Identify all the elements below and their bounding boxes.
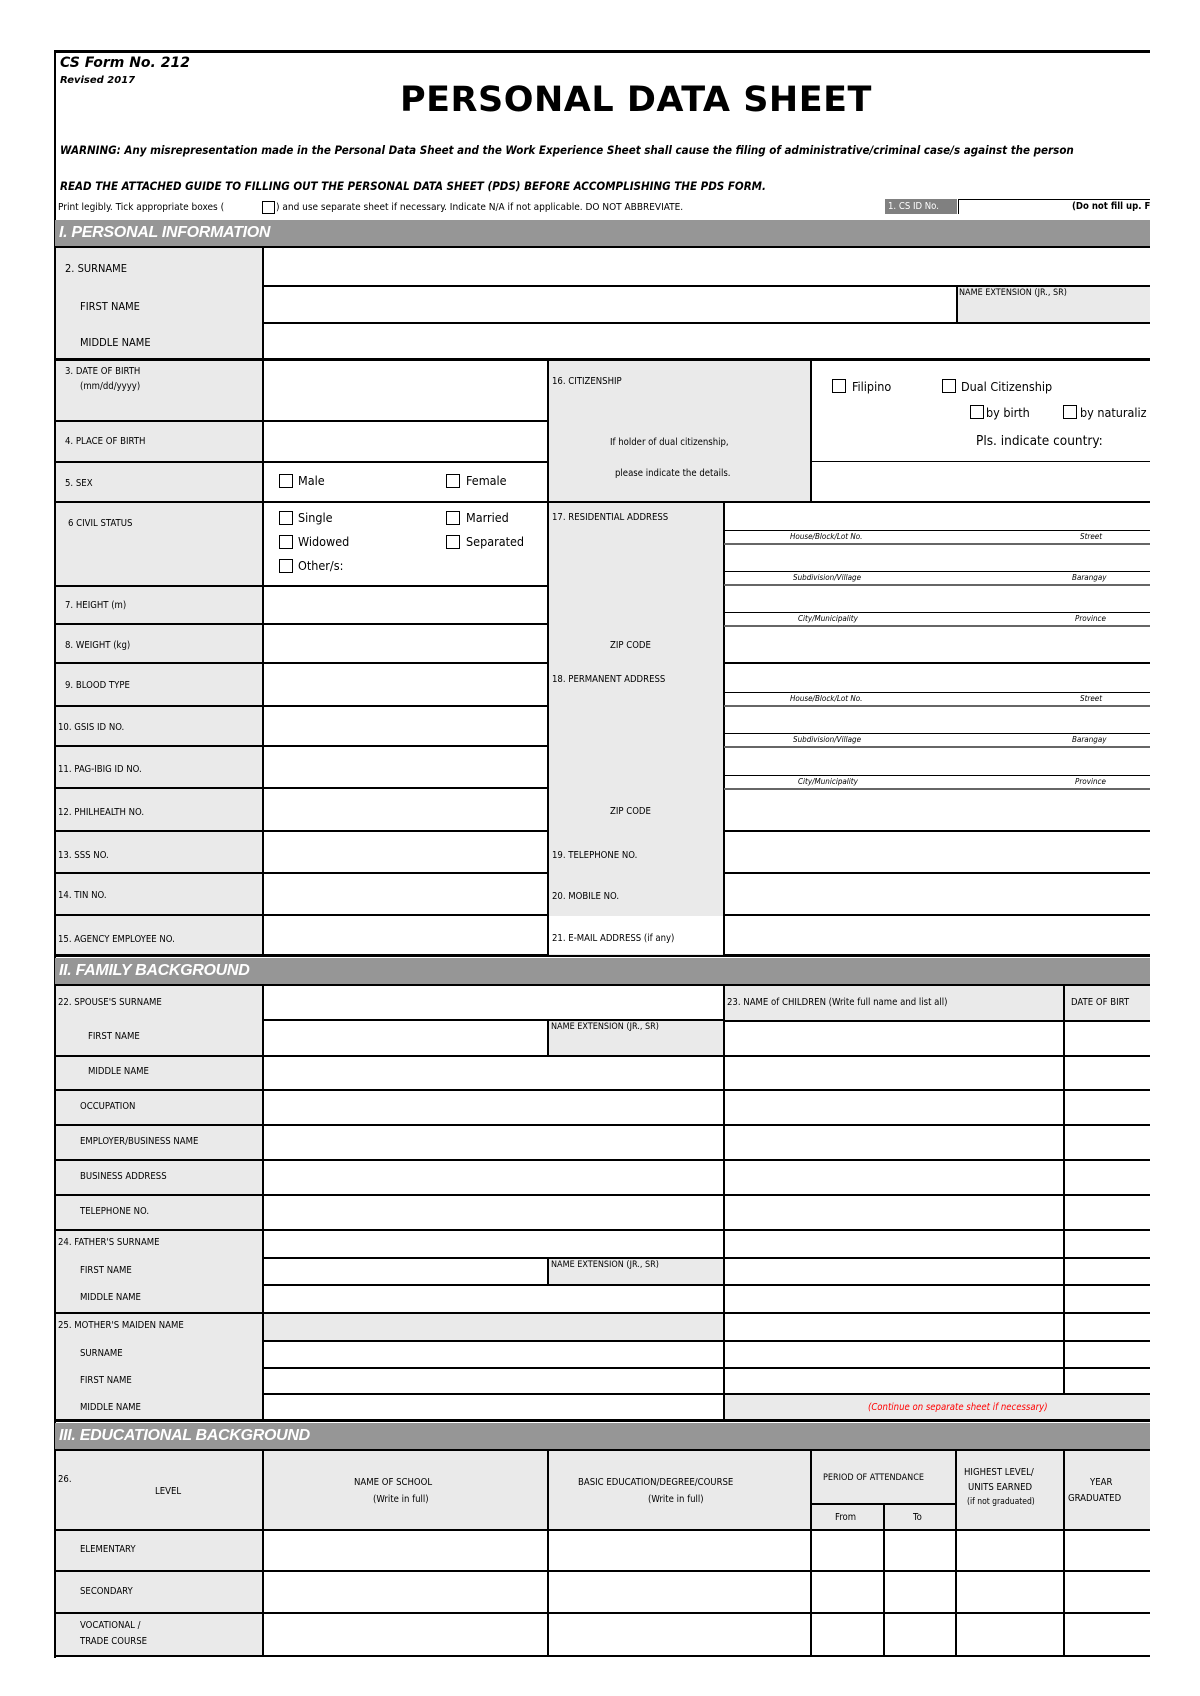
children-continue-note: (Continue on separate sheet if necessary) [868, 1402, 1048, 1413]
line [724, 530, 1150, 531]
gsis-label: 10. GSIS ID NO. [58, 722, 125, 733]
occupation-label: OCCUPATION [80, 1101, 136, 1112]
period-header: PERIOD OF ATTENDANCE [823, 1473, 924, 1483]
father-first-name-label: FIRST NAME [80, 1265, 132, 1276]
first-name-label: FIRST NAME [80, 300, 140, 313]
line [724, 733, 1150, 734]
mother-maiden-shade [264, 1314, 723, 1340]
height-label: 7. HEIGHT (m) [65, 600, 127, 611]
line [55, 1229, 1150, 1231]
line [724, 625, 1150, 627]
line [262, 1340, 1150, 1342]
res-province-caption: Province [1075, 614, 1106, 623]
line [55, 1419, 1150, 1422]
perm-zip-label: ZIP CODE [610, 806, 651, 817]
business-address-label: BUSINESS ADDRESS [80, 1171, 167, 1182]
cit-country-label: Pls. indicate country: [976, 433, 1103, 449]
section-education-band [55, 1423, 1150, 1449]
agency-employee-input[interactable] [264, 916, 547, 954]
cit-dual-label: Dual Citizenship [961, 379, 1053, 394]
sex-female-checkbox[interactable] [446, 474, 460, 488]
spouse-name-ext-label[interactable]: NAME EXTENSION (JR., SR) [551, 1022, 659, 1032]
school-subheader: (Write in full) [373, 1494, 429, 1505]
cs-married-checkbox[interactable] [446, 511, 460, 525]
weight-input[interactable] [264, 625, 547, 662]
line [55, 461, 548, 463]
mother-surname-label: SURNAME [80, 1348, 123, 1359]
period-from-header: From [835, 1512, 857, 1523]
mother-maiden-label: 25. MOTHER'S MAIDEN NAME [58, 1320, 184, 1331]
father-surname-label: 24. FATHER'S SURNAME [58, 1237, 160, 1248]
surname-input[interactable] [264, 248, 1150, 285]
cit-country-input[interactable] [812, 462, 1150, 500]
year-header: YEAR [1090, 1477, 1113, 1488]
dob-label: 3. DATE OF BIRTH [65, 366, 141, 377]
line [883, 1503, 885, 1656]
email-label: 21. E-MAIL ADDRESS (if any) [552, 933, 675, 944]
cit-by-naturalization-checkbox[interactable] [1063, 405, 1077, 419]
warning-text: WARNING: Any misrepresentation made in the Personal Data Sheet and the Work Experience Sheet shall cause the filing of administrative/criminal case/s against the person [60, 143, 1074, 157]
cs-separated-label: Separated [466, 534, 525, 549]
perm-address-label: 18. PERMANENT ADDRESS [552, 674, 666, 685]
middle-name-input[interactable] [264, 324, 1150, 358]
page-title: PERSONAL DATA SHEET [400, 80, 872, 120]
line [724, 584, 1150, 586]
gsis-input[interactable] [264, 707, 547, 745]
blood-type-label: 9. BLOOD TYPE [65, 680, 130, 691]
line [1063, 986, 1065, 1020]
sex-label: 5. SEX [65, 478, 93, 489]
res-zip-label: ZIP CODE [610, 640, 651, 651]
children-header-label: 23. NAME of CHILDREN (Write full name and list all) [727, 997, 948, 1008]
spouse-first-name-label: FIRST NAME [88, 1031, 140, 1042]
personal-label-shade [56, 361, 262, 955]
print-legibly-a: Print legibly. Tick appropriate boxes ( [58, 202, 225, 213]
pagibig-input[interactable] [264, 747, 547, 787]
cs-others-label: Other/s: [298, 558, 344, 573]
dob-input[interactable] [264, 361, 547, 420]
section-personal-title: I. PERSONAL INFORMATION [59, 224, 271, 241]
line [956, 285, 958, 323]
cit-filipino-checkbox[interactable] [832, 379, 846, 393]
weight-label: 8. WEIGHT (kg) [65, 640, 131, 651]
cs-id-label: 1. CS ID No. [888, 201, 939, 212]
cs-single-label: Single [298, 510, 333, 525]
edu-row-trade-course: TRADE COURSE [80, 1636, 148, 1647]
section-family-band [55, 958, 1150, 984]
form-number: CS Form No. 212 [60, 55, 190, 71]
tin-input[interactable] [264, 874, 547, 914]
degree-subheader: (Write in full) [648, 1494, 704, 1505]
cs-widowed-checkbox[interactable] [279, 535, 293, 549]
school-header: NAME OF SCHOOL [354, 1477, 433, 1488]
children-dob-header: DATE OF BIRT [1071, 997, 1130, 1008]
line [55, 1194, 1150, 1196]
mother-first-name-label: FIRST NAME [80, 1375, 132, 1386]
line [724, 692, 1150, 693]
line [55, 1159, 1150, 1161]
height-input[interactable] [264, 587, 547, 623]
res-address-label: 17. RESIDENTIAL ADDRESS [552, 512, 669, 523]
cs-widowed-label: Widowed [298, 534, 350, 549]
section-family-title: II. FAMILY BACKGROUND [59, 962, 250, 979]
cit-filipino-label: Filipino [852, 379, 892, 394]
perm-subdivision-caption: Subdivision/Village [793, 735, 862, 744]
line [547, 1257, 549, 1285]
line [547, 1019, 549, 1056]
line [55, 1089, 1150, 1091]
line [724, 788, 1150, 790]
line [262, 1367, 1150, 1369]
line [262, 1284, 1150, 1286]
place-of-birth-input[interactable] [264, 422, 547, 461]
first-name-input[interactable] [264, 287, 956, 322]
degree-header: BASIC EDUCATION/DEGREE/COURSE [578, 1477, 734, 1488]
line [55, 1612, 1150, 1614]
cs-single-checkbox[interactable] [279, 511, 293, 525]
line [55, 1570, 1150, 1572]
line [55, 1529, 1150, 1531]
print-legibly-b: ) and use separate sheet if necessary. Indicate N/A if not applicable. DO NOT ABBREVIATE. [276, 202, 684, 213]
line [547, 1451, 549, 1656]
father-middle-name-label: MIDDLE NAME [80, 1292, 141, 1303]
form-revised: Revised 2017 [60, 75, 136, 86]
res-barangay-caption: Barangay [1072, 573, 1107, 582]
line [55, 1055, 1150, 1057]
cs-others-checkbox[interactable] [279, 559, 293, 573]
line [724, 543, 1150, 545]
middle-name-label: MIDDLE NAME [80, 336, 151, 349]
pagibig-label: 11. PAG-IBIG ID NO. [58, 764, 142, 775]
perm-province-caption: Province [1075, 777, 1106, 786]
line [723, 986, 725, 1419]
line [262, 1451, 264, 1656]
line [724, 1020, 1150, 1022]
section-personal-band [55, 220, 1150, 246]
perm-barangay-caption: Barangay [1072, 735, 1107, 744]
spouse-first-name-input[interactable] [264, 1021, 548, 1055]
line [955, 1451, 957, 1656]
edu-row-elementary: ELEMENTARY [80, 1544, 136, 1555]
spouse-surname-label: 22. SPOUSE'S SURNAME [58, 997, 162, 1008]
cs-id-note: (Do not fill up. F [1072, 201, 1151, 212]
line [55, 1655, 1150, 1657]
citizenship-note-1: If holder of dual citizenship, [610, 437, 729, 448]
res-city-caption: City/Municipality [798, 614, 858, 623]
address-label-shade [549, 503, 723, 955]
units-earned-header: UNITS EARNED [968, 1482, 1033, 1493]
education-num-label: 26. [58, 1474, 72, 1485]
sex-male-checkbox[interactable] [279, 474, 293, 488]
perm-street-caption: Street [1080, 694, 1103, 703]
line [724, 571, 1150, 572]
citizenship-note-2: please indicate the details. [615, 468, 731, 479]
spouse-middle-name-label: MIDDLE NAME [88, 1066, 149, 1077]
spouse-telephone-label: TELEPHONE NO. [80, 1206, 150, 1217]
not-graduated-header: (if not graduated) [967, 1497, 1035, 1507]
dob-format-label: (mm/dd/yyyy) [80, 381, 141, 392]
line [724, 746, 1150, 748]
line [55, 1124, 1150, 1126]
line [1063, 986, 1065, 1393]
res-subdivision-caption: Subdivision/Village [793, 573, 862, 582]
line [810, 1451, 812, 1656]
sex-female-label: Female [466, 473, 507, 488]
line [724, 612, 1150, 613]
mobile-label: 20. MOBILE NO. [552, 891, 620, 902]
graduated-header: GRADUATED [1068, 1493, 1122, 1504]
edu-row-vocational: VOCATIONAL / [80, 1620, 141, 1631]
line [724, 705, 1150, 707]
telephone-label: 19. TELEPHONE NO. [552, 850, 638, 861]
edu-row-secondary: SECONDARY [80, 1586, 133, 1597]
philhealth-label: 12. PHILHEALTH NO. [58, 807, 145, 818]
cs-married-label: Married [466, 510, 509, 525]
highest-level-header: HIGHEST LEVEL/ [964, 1467, 1034, 1478]
mother-middle-name-label: MIDDLE NAME [80, 1402, 141, 1413]
line [1063, 1451, 1065, 1656]
employer-label: EMPLOYER/BUSINESS NAME [80, 1136, 199, 1147]
agency-employee-label: 15. AGENCY EMPLOYEE NO. [58, 934, 175, 945]
top-border [55, 50, 1150, 53]
cit-by-birth-label: by birth [986, 405, 1030, 420]
sample-checkbox [262, 201, 275, 214]
sss-input[interactable] [264, 832, 547, 872]
period-to-header: To [913, 1512, 922, 1523]
citizenship-label: 16. CITIZENSHIP [552, 376, 622, 387]
education-level-header: LEVEL [155, 1486, 182, 1497]
father-name-ext-label[interactable]: NAME EXTENSION (JR., SR) [551, 1260, 659, 1270]
cit-by-naturalization-label: by naturaliz [1080, 405, 1147, 420]
line [810, 1503, 956, 1505]
perm-city-caption: City/Municipality [798, 777, 858, 786]
civil-status-label: 6 CIVIL STATUS [68, 518, 133, 529]
perm-house-caption: House/Block/Lot No. [790, 694, 863, 703]
tin-label: 14. TIN NO. [58, 890, 107, 901]
line [724, 775, 1150, 776]
philhealth-input[interactable] [264, 789, 547, 830]
blood-type-input[interactable] [264, 664, 547, 705]
place-of-birth-label: 4. PLACE OF BIRTH [65, 436, 146, 447]
spouse-surname-input[interactable] [264, 986, 723, 1019]
sss-label: 13. SSS NO. [58, 850, 109, 861]
surname-label: 2. SURNAME [65, 262, 127, 275]
cit-by-birth-checkbox[interactable] [970, 405, 984, 419]
name-extension-label[interactable]: NAME EXTENSION (JR., SR) [959, 288, 1067, 298]
cs-separated-checkbox[interactable] [446, 535, 460, 549]
section-education-title: III. EDUCATIONAL BACKGROUND [59, 1427, 310, 1444]
res-house-caption: House/Block/Lot No. [790, 532, 863, 541]
res-street-caption: Street [1080, 532, 1103, 541]
sex-male-label: Male [298, 473, 325, 488]
read-guide-text: READ THE ATTACHED GUIDE TO FILLING OUT THE PERSONAL DATA SHEET (PDS) BEFORE ACCOMPLISHING THE PDS FORM. [60, 179, 766, 193]
cit-dual-checkbox[interactable] [942, 379, 956, 393]
